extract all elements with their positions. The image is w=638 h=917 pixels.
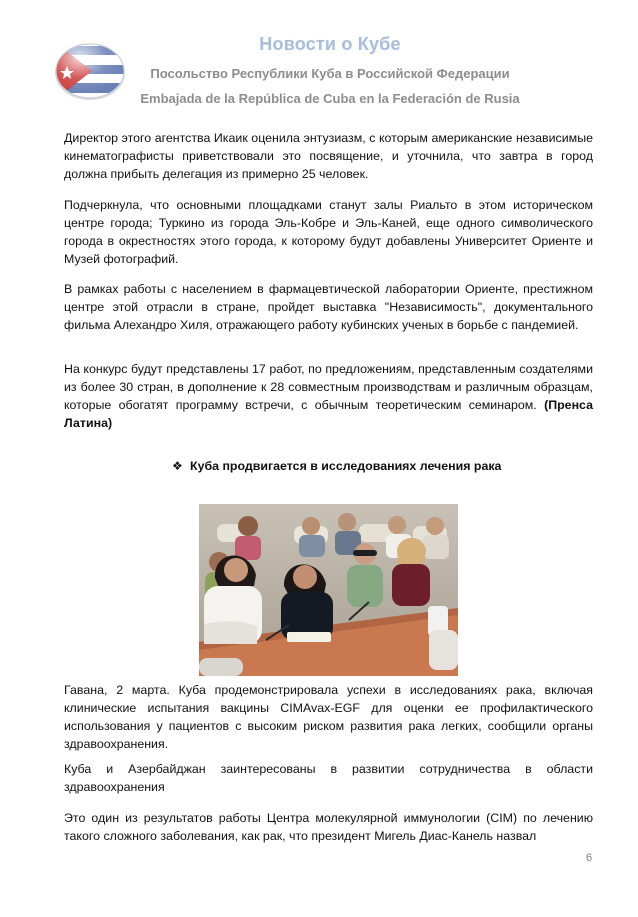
paragraph-text: На конкурс будут представлены 17 работ, по предложениям, представленным создателями из более 30 стран, в дополнение к 28 совместным производствам и различным образцам, которые обогатят программу встречи, с обычным теоретическим семинаром.	[64, 362, 593, 412]
paragraph	[64, 760, 593, 796]
embassy-name-es: Embajada de la República de Cuba en la Federación de Rusia	[140, 91, 520, 106]
paragraph	[64, 681, 593, 753]
page-title: Новости о Кубе	[259, 34, 401, 54]
cuban-flag-globe-icon	[52, 40, 128, 102]
paragraph-text: Гавана, 2 марта. Куба продемонстрировала успехи в исследованиях рака, включая клинические испытания вакцины CIMAvax-EGF для оценки ее профилактического использования у пациентов с высоким риском развития рака легких, сообщили органы здравоохранения.	[64, 683, 593, 751]
page-number: 6	[586, 852, 593, 864]
meeting-photo	[199, 504, 458, 676]
paragraph	[64, 280, 593, 334]
diamond-bullet-icon: ❖	[172, 459, 183, 473]
paragraph	[64, 809, 593, 845]
paragraph-text: Подчеркнула, что основными площадками станут залы Риальто в этом историческом центре города; Туркино из города Эль-Кобре и Эль-Каней, еще одного символического города в окрестностях этого города, к которому будут добавлены Университет Ориенте и Музей фотографий.	[64, 198, 593, 266]
paragraph-text: В рамках работы с населением в фармацевтической лаборатории Ориенте, престижном центре этой отрасли в стране, пройдет выставка "Независимость", документального фильма Алехандро Хиля, отражающего работу кубинских ученых в борьбе с пандемией.	[64, 282, 593, 332]
paragraph-text: Это один из результатов работы Центра молекулярной иммунологии (CIM) по лечению такого сложного заболевания, как рак, что президент Мигель Диас-Канель назвал	[64, 811, 593, 843]
paragraph-text: Директор этого агентства Икаик оценила энтузиазм, с которым американские независимые кинематографисты приветствовали это посвящение, и уточнила, что завтра в город должна прибыть делегация из примерно 25 человек.	[64, 131, 593, 181]
section-heading	[172, 458, 501, 474]
paragraph	[64, 129, 593, 183]
page-header	[0, 0, 638, 118]
meeting-photo-illustration	[199, 504, 458, 676]
section-heading-text: Куба продвигается в исследованиях лечения рака	[190, 459, 502, 473]
embassy-name-ru: Посольство Республики Куба в Российской Федерации	[150, 66, 510, 81]
source-credit: (Пренса Латина)	[64, 398, 593, 430]
paragraph	[64, 360, 593, 432]
paragraph	[64, 196, 593, 268]
paragraph-text: Куба и Азербайджан заинтересованы в развитии сотрудничества в области здравоохранения	[64, 762, 593, 794]
